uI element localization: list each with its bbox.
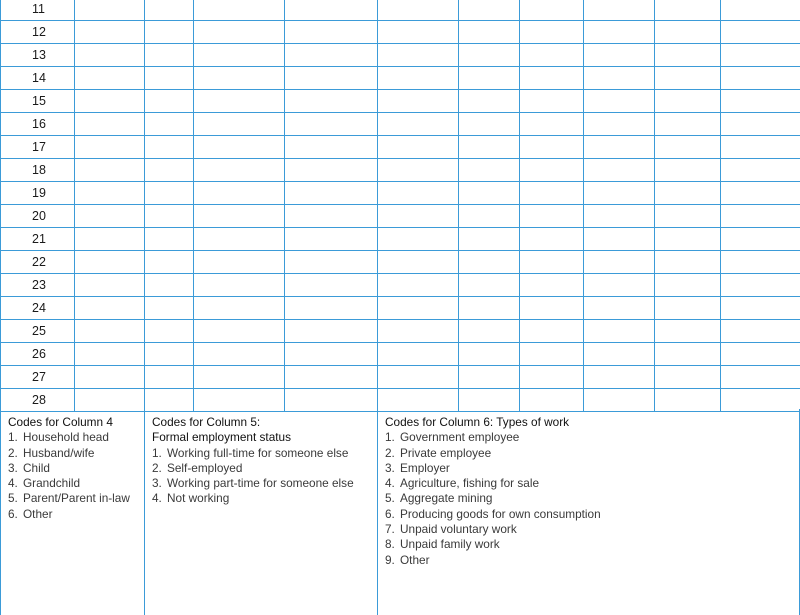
- code-item: [385, 507, 793, 522]
- entry-cell[interactable]: [721, 320, 800, 343]
- entry-cell[interactable]: [721, 21, 800, 44]
- codes-column-5-subheading: Formal employment status: [152, 430, 291, 445]
- entry-cell[interactable]: [655, 297, 721, 320]
- entry-cell[interactable]: [584, 297, 655, 320]
- entry-cell[interactable]: [459, 366, 520, 389]
- entry-cell[interactable]: [378, 113, 459, 136]
- row-number: 22: [1, 251, 75, 274]
- row-number: 25: [1, 320, 75, 343]
- row-number: 28: [1, 389, 75, 412]
- code-item: [8, 461, 138, 476]
- row-number: 20: [1, 205, 75, 228]
- row-number: 13: [1, 44, 75, 67]
- code-number: 6.: [385, 506, 395, 521]
- codes-column-4-list: [8, 430, 138, 522]
- code-item: [385, 430, 793, 445]
- code-item: [8, 430, 138, 445]
- entry-cell[interactable]: [378, 366, 459, 389]
- code-number: 3.: [8, 460, 18, 475]
- code-label: Aggregate mining: [400, 491, 493, 506]
- code-number: 5.: [8, 491, 18, 506]
- code-item: [8, 446, 138, 461]
- entry-cell[interactable]: [584, 366, 655, 389]
- entry-cell[interactable]: [145, 297, 194, 320]
- code-item: [8, 476, 138, 491]
- entry-cell[interactable]: [584, 343, 655, 366]
- code-item: [152, 491, 371, 506]
- entry-cell[interactable]: [721, 159, 800, 182]
- entry-cell[interactable]: [655, 182, 721, 205]
- entry-cell[interactable]: [378, 21, 459, 44]
- code-item: [152, 446, 371, 461]
- codes-column-4: [1, 409, 145, 615]
- entry-cell[interactable]: [145, 205, 194, 228]
- entry-cell[interactable]: [75, 274, 145, 297]
- code-label: Other: [23, 506, 53, 521]
- entry-cell[interactable]: [584, 274, 655, 297]
- entry-cell[interactable]: [378, 159, 459, 182]
- entry-cell[interactable]: [285, 0, 378, 21]
- entry-cell[interactable]: [459, 274, 520, 297]
- entry-cell[interactable]: [75, 320, 145, 343]
- row-number: 27: [1, 366, 75, 389]
- entry-cell[interactable]: [145, 113, 194, 136]
- entry-cell[interactable]: [194, 90, 285, 113]
- entry-cell[interactable]: [145, 159, 194, 182]
- table-row: [1, 205, 800, 228]
- entry-cell[interactable]: [285, 274, 378, 297]
- entry-cell[interactable]: [655, 67, 721, 90]
- entry-cell[interactable]: [721, 343, 800, 366]
- code-number: 4.: [152, 491, 162, 506]
- entry-cell[interactable]: [285, 228, 378, 251]
- entry-cell[interactable]: [145, 0, 194, 21]
- table-row: [1, 113, 800, 136]
- entry-cell[interactable]: [721, 182, 800, 205]
- entry-cell[interactable]: [721, 90, 800, 113]
- code-label: Unpaid voluntary work: [400, 522, 517, 537]
- entry-cell[interactable]: [378, 274, 459, 297]
- table-row: [1, 159, 800, 182]
- entry-cell[interactable]: [721, 251, 800, 274]
- entry-cell[interactable]: [520, 136, 584, 159]
- code-item: [385, 446, 793, 461]
- table-row: [1, 274, 800, 297]
- code-number: 4.: [385, 476, 395, 491]
- code-label: Employer: [400, 460, 450, 475]
- entry-cell[interactable]: [584, 159, 655, 182]
- entry-cell[interactable]: [459, 0, 520, 21]
- entry-cell[interactable]: [145, 21, 194, 44]
- entry-cell[interactable]: [655, 320, 721, 343]
- code-item: [385, 522, 793, 537]
- entry-cell[interactable]: [145, 343, 194, 366]
- code-number: 3.: [152, 476, 162, 491]
- entry-cell[interactable]: [75, 205, 145, 228]
- entry-cell[interactable]: [378, 90, 459, 113]
- entry-cell[interactable]: [75, 21, 145, 44]
- row-number: 23: [1, 274, 75, 297]
- code-number: 4.: [8, 476, 18, 491]
- entry-cell[interactable]: [459, 182, 520, 205]
- row-number: 15: [1, 90, 75, 113]
- code-item: [385, 553, 793, 568]
- code-item: [385, 461, 793, 476]
- row-number: 24: [1, 297, 75, 320]
- entry-cell[interactable]: [459, 21, 520, 44]
- entry-cell[interactable]: [520, 21, 584, 44]
- code-number: 7.: [385, 522, 395, 537]
- entry-cell[interactable]: [459, 251, 520, 274]
- code-label: Agriculture, fishing for sale: [400, 476, 540, 491]
- entry-cell[interactable]: [655, 343, 721, 366]
- entry-cell[interactable]: [721, 366, 800, 389]
- entry-cell[interactable]: [145, 274, 194, 297]
- entry-cell[interactable]: [194, 366, 285, 389]
- entry-cell[interactable]: [584, 320, 655, 343]
- code-number: 3.: [385, 460, 395, 475]
- entry-cell[interactable]: [75, 251, 145, 274]
- entry-cell[interactable]: [584, 228, 655, 251]
- table-row: [1, 228, 800, 251]
- code-number: 2.: [385, 445, 395, 460]
- entry-cell[interactable]: [145, 182, 194, 205]
- codes-column-5-list: [152, 446, 371, 507]
- table-row: [1, 297, 800, 320]
- entry-cell[interactable]: [194, 228, 285, 251]
- entry-cell[interactable]: [75, 159, 145, 182]
- code-label: Self-employed: [167, 460, 243, 475]
- code-label: Parent/Parent in-law: [23, 491, 130, 506]
- entry-cell[interactable]: [655, 159, 721, 182]
- entry-cell[interactable]: [721, 274, 800, 297]
- code-item: [8, 491, 138, 506]
- codes-column-5-heading: Codes for Column 5:: [152, 415, 261, 429]
- code-label: Working part-time for someone else: [167, 476, 354, 491]
- entry-cell[interactable]: [721, 297, 800, 320]
- entry-cell[interactable]: [520, 205, 584, 228]
- entry-cell[interactable]: [285, 182, 378, 205]
- code-label: Grandchild: [23, 476, 81, 491]
- codes-column-6: [378, 409, 799, 615]
- entry-cell[interactable]: [721, 44, 800, 67]
- entry-cell[interactable]: [520, 159, 584, 182]
- code-item: [8, 507, 138, 522]
- code-label: Producing goods for own consumption: [400, 506, 601, 521]
- entry-cell[interactable]: [145, 366, 194, 389]
- entry-cell[interactable]: [285, 205, 378, 228]
- entry-cell[interactable]: [194, 159, 285, 182]
- entry-cell[interactable]: [520, 228, 584, 251]
- codes-column-6-list: [385, 430, 793, 568]
- code-item: [385, 491, 793, 506]
- codes-column-4-heading: Codes for Column 4: [8, 415, 113, 429]
- code-label: Husband/wife: [23, 445, 95, 460]
- code-label: Private employee: [400, 445, 492, 460]
- table-row: [1, 67, 800, 90]
- entry-cell[interactable]: [655, 274, 721, 297]
- entry-cell[interactable]: [459, 320, 520, 343]
- entry-cell[interactable]: [459, 228, 520, 251]
- entry-cell[interactable]: [75, 182, 145, 205]
- entry-cell[interactable]: [655, 0, 721, 21]
- entry-cell[interactable]: [520, 320, 584, 343]
- entry-cell[interactable]: [655, 44, 721, 67]
- row-number: 19: [1, 182, 75, 205]
- entry-cell[interactable]: [655, 113, 721, 136]
- entry-cell[interactable]: [584, 0, 655, 21]
- entry-cell[interactable]: [378, 251, 459, 274]
- entry-cell[interactable]: [285, 67, 378, 90]
- entry-cell[interactable]: [378, 136, 459, 159]
- code-label: Household head: [23, 430, 109, 445]
- codes-column-5: [145, 409, 378, 615]
- table-row: [1, 343, 800, 366]
- entry-cell[interactable]: [378, 228, 459, 251]
- entry-cell[interactable]: [194, 251, 285, 274]
- entry-cell[interactable]: [145, 320, 194, 343]
- entry-cell[interactable]: [459, 67, 520, 90]
- table-row: [1, 0, 800, 21]
- entry-cell[interactable]: [520, 343, 584, 366]
- entry-cell[interactable]: [520, 67, 584, 90]
- entry-cell[interactable]: [520, 44, 584, 67]
- entry-cell[interactable]: [459, 205, 520, 228]
- entry-cell[interactable]: [285, 366, 378, 389]
- code-number: 1.: [8, 430, 18, 445]
- code-number: 2.: [8, 445, 18, 460]
- entry-cell[interactable]: [285, 113, 378, 136]
- code-number: 1.: [152, 445, 162, 460]
- entry-cell[interactable]: [285, 136, 378, 159]
- entry-cell[interactable]: [285, 159, 378, 182]
- entry-cell[interactable]: [194, 0, 285, 21]
- entry-cell[interactable]: [655, 366, 721, 389]
- entry-cell[interactable]: [194, 67, 285, 90]
- code-item: [152, 476, 371, 491]
- entry-cell[interactable]: [378, 0, 459, 21]
- entry-cell[interactable]: [378, 44, 459, 67]
- entry-cell[interactable]: [378, 67, 459, 90]
- code-item: [385, 476, 793, 491]
- entry-cell[interactable]: [194, 182, 285, 205]
- code-label: Other: [400, 552, 430, 567]
- entry-cell[interactable]: [75, 297, 145, 320]
- row-number: 17: [1, 136, 75, 159]
- entry-cell[interactable]: [194, 297, 285, 320]
- entry-cell[interactable]: [378, 343, 459, 366]
- entry-cell[interactable]: [194, 343, 285, 366]
- entry-cell[interactable]: [75, 44, 145, 67]
- code-label: Unpaid family work: [400, 537, 500, 552]
- entry-cell[interactable]: [285, 297, 378, 320]
- entry-cell[interactable]: [721, 67, 800, 90]
- entry-cell[interactable]: [194, 205, 285, 228]
- entry-cell[interactable]: [721, 113, 800, 136]
- entry-cell[interactable]: [584, 44, 655, 67]
- code-item: [152, 461, 371, 476]
- entry-cell[interactable]: [285, 44, 378, 67]
- entry-cell[interactable]: [520, 274, 584, 297]
- row-number: 12: [1, 21, 75, 44]
- entry-cell[interactable]: [655, 21, 721, 44]
- entry-cell[interactable]: [655, 228, 721, 251]
- entry-cell[interactable]: [655, 136, 721, 159]
- table-row: [1, 21, 800, 44]
- entry-cell[interactable]: [75, 343, 145, 366]
- entry-cell[interactable]: [459, 343, 520, 366]
- entry-cell[interactable]: [584, 182, 655, 205]
- entry-cell[interactable]: [194, 21, 285, 44]
- entry-cell[interactable]: [285, 343, 378, 366]
- row-number: 21: [1, 228, 75, 251]
- entry-cell[interactable]: [75, 366, 145, 389]
- entry-cell[interactable]: [584, 251, 655, 274]
- entry-cell[interactable]: [194, 274, 285, 297]
- entry-cell[interactable]: [459, 113, 520, 136]
- entry-cell[interactable]: [721, 205, 800, 228]
- entry-cell[interactable]: [194, 113, 285, 136]
- entry-cell[interactable]: [520, 0, 584, 21]
- code-number: 6.: [8, 506, 18, 521]
- entry-cell[interactable]: [285, 320, 378, 343]
- code-label: Child: [23, 460, 50, 475]
- entry-cell[interactable]: [721, 136, 800, 159]
- entry-cell[interactable]: [584, 113, 655, 136]
- row-number: 14: [1, 67, 75, 90]
- entry-cell[interactable]: [285, 251, 378, 274]
- entry-cell[interactable]: [584, 136, 655, 159]
- entry-cell[interactable]: [378, 205, 459, 228]
- entry-cell[interactable]: [285, 90, 378, 113]
- table-row: [1, 90, 800, 113]
- entry-cell[interactable]: [75, 0, 145, 21]
- row-number: 11: [1, 0, 75, 21]
- code-number: 2.: [152, 460, 162, 475]
- entry-cell[interactable]: [459, 297, 520, 320]
- entry-cell[interactable]: [721, 0, 800, 21]
- table-row: [1, 251, 800, 274]
- entry-cell[interactable]: [584, 67, 655, 90]
- table-body: [1, 0, 800, 412]
- code-number: 5.: [385, 491, 395, 506]
- entry-cell[interactable]: [655, 205, 721, 228]
- entry-cell[interactable]: [520, 251, 584, 274]
- entry-cell[interactable]: [378, 297, 459, 320]
- entry-cell[interactable]: [459, 159, 520, 182]
- entry-cell[interactable]: [520, 113, 584, 136]
- entry-cell[interactable]: [655, 90, 721, 113]
- table-row: [1, 136, 800, 159]
- entry-cell[interactable]: [520, 366, 584, 389]
- entry-cell[interactable]: [459, 136, 520, 159]
- entry-cell[interactable]: [145, 251, 194, 274]
- code-number: 8.: [385, 537, 395, 552]
- entry-cell[interactable]: [145, 228, 194, 251]
- row-number: 18: [1, 159, 75, 182]
- code-label: Working full-time for someone else: [167, 445, 349, 460]
- codes-legend: [0, 409, 800, 615]
- entry-cell[interactable]: [584, 21, 655, 44]
- entry-cell[interactable]: [520, 297, 584, 320]
- entry-cell[interactable]: [459, 44, 520, 67]
- entry-cell[interactable]: [194, 44, 285, 67]
- code-number: 1.: [385, 430, 395, 445]
- row-number: 16: [1, 113, 75, 136]
- entry-cell[interactable]: [75, 90, 145, 113]
- code-item: [385, 537, 793, 552]
- entry-cell[interactable]: [75, 136, 145, 159]
- entry-cell[interactable]: [655, 251, 721, 274]
- entry-cell[interactable]: [145, 90, 194, 113]
- entry-cell[interactable]: [145, 67, 194, 90]
- entry-cell[interactable]: [459, 90, 520, 113]
- entry-cell[interactable]: [520, 182, 584, 205]
- table-row: [1, 366, 800, 389]
- code-number: 9.: [385, 552, 395, 567]
- entry-cell[interactable]: [75, 228, 145, 251]
- entry-cell[interactable]: [378, 182, 459, 205]
- entry-cell[interactable]: [520, 90, 584, 113]
- entry-cell[interactable]: [145, 44, 194, 67]
- entry-cell[interactable]: [75, 67, 145, 90]
- entry-cell[interactable]: [378, 320, 459, 343]
- entry-cell[interactable]: [584, 205, 655, 228]
- codes-column-6-heading: Codes for Column 6: Types of work: [385, 415, 570, 429]
- entry-cell[interactable]: [721, 228, 800, 251]
- code-label: Not working: [167, 491, 230, 506]
- code-label: Government employee: [400, 430, 520, 445]
- entry-cell[interactable]: [584, 90, 655, 113]
- table-row: [1, 182, 800, 205]
- row-number: 26: [1, 343, 75, 366]
- entry-cell[interactable]: [75, 113, 145, 136]
- entry-cell[interactable]: [285, 21, 378, 44]
- entry-cell[interactable]: [194, 320, 285, 343]
- entry-cell[interactable]: [145, 136, 194, 159]
- entry-cell[interactable]: [194, 136, 285, 159]
- table-row: [1, 44, 800, 67]
- table-row: [1, 320, 800, 343]
